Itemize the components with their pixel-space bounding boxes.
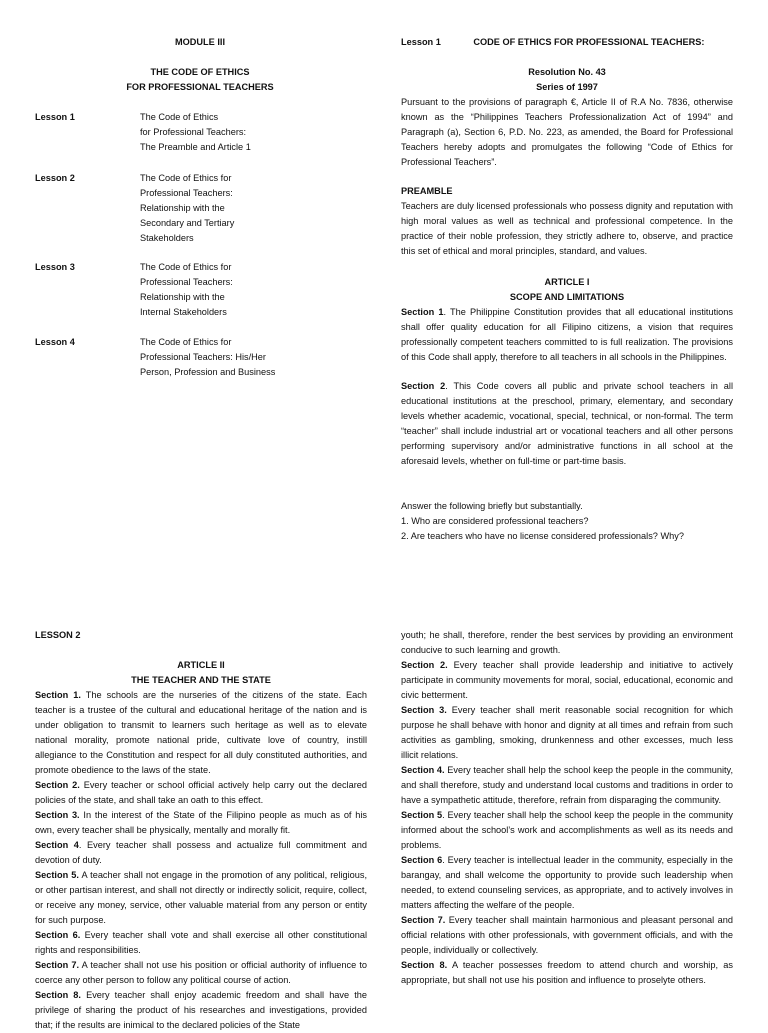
lesson-4-line: The Code of Ethics for xyxy=(140,337,232,347)
section-label: Section 1. xyxy=(35,690,81,700)
article-3-section xyxy=(401,658,733,703)
section-text: A teacher possesses freedom to attend church and worship, as appropriate, but shall not use his position and influence to proselyte others. xyxy=(401,960,734,985)
section-text: Every teacher shall vote and shall exercise all other constitutional rights and responsibilities. xyxy=(35,930,367,955)
code-title-line-2: FOR PROFESSIONAL TEACHERS xyxy=(126,82,274,92)
question-2: 2. Are teachers who have no license considered professionals? Why? xyxy=(401,531,684,541)
article-2-section xyxy=(35,838,367,868)
section-label: Section 8. xyxy=(401,960,448,970)
continuation-text: youth; he shall, therefore, render the best services by providing an environment conducive to such learning and growth. xyxy=(401,630,733,655)
section-label: Section 4 xyxy=(35,840,79,850)
article-1-section-2 xyxy=(401,379,733,469)
intro-paragraph: Pursuant to the provisions of paragraph €, Article II of R.A No. 7836, otherwise known as the “Philippines Teachers Professionalization Act of 1994” and Paragraph (a), Section 6, P.D. No. 223, as amended, the Board for Professional Teachers hereby adopts and promulgates the following “Code of Ethics for Professional Teachers”. xyxy=(401,97,733,167)
lesson-2-heading: LESSON 2 xyxy=(35,630,81,640)
article-2-subheading: THE TEACHER AND THE STATE xyxy=(131,675,271,685)
article-2-section xyxy=(35,988,367,1033)
lesson-4-label: Lesson 4 xyxy=(35,337,75,347)
lesson-2-line: Relationship with the xyxy=(140,203,225,213)
lesson-3-line: Professional Teachers: xyxy=(140,277,233,287)
resolution-series: Series of 1997 xyxy=(536,82,598,92)
section-label: Section 7. xyxy=(35,960,79,970)
section-text: In the interest of the State of the Filipino people as much as of his own, every teacher shall be physically, mentally and morally fit. xyxy=(35,810,367,835)
preamble-text: Teachers are duly licensed professionals who possess dignity and reputation with high moral values as well as technical and professional competence. In the practice of their noble profession, they strictly adhere to, observe, and practice this set of ethical and moral principles, standard, and values. xyxy=(401,201,733,256)
section-text: . Every teacher is intellectual leader in the community, especially in the barangay, and shall welcome the opportunity to provide such leadership when needed, to extend counseling services, as appropriate, and to actively involves in matters affecting the welfare of the people. xyxy=(401,855,733,910)
section-text: . This Code covers all public and private school teachers in all educational institutions at the preschool, primary, elementary, and secondary levels whether academic, vocational, special, technical, or non-formal. The term “teacher” shall include industrial art or vocational teachers and all other persons performing supervisory and/or administrative functions in all school at the aforesaid levels, whether on full-time or part-time basis. xyxy=(401,381,733,466)
lesson-1-header xyxy=(401,35,741,50)
section-text: Every teacher shall merit reasonable social recognition for which purpose he shall behave with honor and dignity at all times and refrain from such activities as gambling, smoking, drunkenness and other excesses, much less illicit relations. xyxy=(401,705,733,760)
lesson-1-label: Lesson 1 xyxy=(35,112,75,122)
lesson-3-line: Relationship with the xyxy=(140,292,225,302)
question-1: 1. Who are considered professional teachers? xyxy=(401,516,589,526)
section-label: Section 2. xyxy=(35,780,80,790)
article-2-section xyxy=(35,868,367,928)
lesson-1-line: for Professional Teachers: xyxy=(140,127,247,137)
lesson-1-line: The Code of Ethics xyxy=(140,112,219,122)
lesson-4-line: Person, Profession and Business xyxy=(140,367,276,377)
article-2-heading: ARTICLE II xyxy=(177,660,225,670)
section-label: Section 3. xyxy=(401,705,447,715)
section-text: Every teacher shall help the school keep the people in the community, and shall therefore, study and understand local customs and traditions in order to have a sympathetic attitude, therefore, refrain from disparaging the community. xyxy=(401,765,733,805)
section-text: . Every teacher shall help the school keep the people in the community informed about the school’s work and accomplishments as well as its needs and problems. xyxy=(401,810,733,850)
section-label: Section 2. xyxy=(401,660,448,670)
section-text: Every teacher shall enjoy academic freedom and shall have the privilege of sharing the product of his researches and investigations, provided that; if the results are inimical to the declared policies of the State xyxy=(35,990,367,1030)
article-1-section-1 xyxy=(401,305,733,365)
section-label: Section 2 xyxy=(401,381,446,391)
article-2-section xyxy=(35,958,367,988)
section-label: Section 1 xyxy=(401,307,444,317)
section-label: Section 7. xyxy=(401,915,446,925)
lesson-4-line: Professional Teachers: His/Her xyxy=(140,352,266,362)
lesson-2-line: The Code of Ethics for xyxy=(140,173,232,183)
code-title-line-1: THE CODE OF ETHICS xyxy=(150,67,250,77)
lesson-1-line: The Preamble and Article 1 xyxy=(140,142,251,152)
article-3-section xyxy=(401,703,733,763)
article-3-section xyxy=(401,913,733,958)
section-text: Every teacher shall maintain harmonious and pleasant personal and official relations with other professionals, with government officials, and with the people, individually or collectively. xyxy=(401,915,733,955)
article-3-section xyxy=(401,763,733,808)
section-label: Section 5 xyxy=(401,810,443,820)
section-label: Section 6. xyxy=(35,930,81,940)
lesson-2-line: Secondary and Tertiary xyxy=(140,218,235,228)
lesson-3-line: Internal Stakeholders xyxy=(140,307,227,317)
article-3-sections xyxy=(401,628,733,988)
answer-prompt: Answer the following briefly but substantially. xyxy=(401,501,583,511)
article-1-subheading: SCOPE AND LIMITATIONS xyxy=(509,292,625,302)
section-text: Every teacher or school official actively help carry out the declared policies of the state, and shall take an oath to this effect. xyxy=(35,780,367,805)
lesson-1-desc xyxy=(140,110,300,155)
section-label: Section 5. xyxy=(35,870,79,880)
module-title: MODULE III xyxy=(174,37,226,47)
article-2-sections xyxy=(35,688,367,1033)
section-label: Section 6 xyxy=(401,855,443,865)
article-2-section xyxy=(35,808,367,838)
article-3-section xyxy=(401,808,733,853)
section-text: A teacher shall not engage in the promotion of any political, religious, or other partisan interest, and shall not directly or indirectly solicit, require, collect, or receive any money, service, other valuable material from any person or entity for such purpose. xyxy=(35,870,367,925)
lesson-3-desc xyxy=(140,260,300,320)
section-label: Section 3. xyxy=(35,810,80,820)
article-2-section xyxy=(35,928,367,958)
lesson-1-header-title: CODE OF ETHICS FOR PROFESSIONAL TEACHERS: xyxy=(473,37,705,47)
preamble-heading: PREAMBLE xyxy=(401,186,453,196)
section-text: The schools are the nurseries of the citizens of the state. Each teacher is a trustee of the cultural and educational heritage of the nation and is under obligation to transmit to learners such heritage as well as to elevate national morality, promote national pride, cultivate love of country, instill allegiance to the Constitution and respect for all duly constituted authorities, and promote obedience to the laws of the state. xyxy=(35,690,367,775)
lesson-2-line: Professional Teachers: xyxy=(140,188,233,198)
section-label: Section 8. xyxy=(35,990,81,1000)
lesson-2-line: Stakeholders xyxy=(140,233,194,243)
article-3-section xyxy=(401,958,733,988)
lesson-2-label: Lesson 2 xyxy=(35,173,75,183)
section-text: . The Philippine Constitution provides that all educational institutions shall offer quality education for all Filipino citizens, a vision that requires professionally competent teachers committed to is full realization. The provisions of this Code shall apply, therefore to all teachers in all schools in the Philippines. xyxy=(401,307,733,362)
article-2-section xyxy=(35,688,367,778)
section-text: A teacher shall not use his position or official authority of influence to coerce any other person to follow any political course of action. xyxy=(35,960,367,985)
lesson-4-desc xyxy=(140,335,300,380)
lesson-1-header-label: Lesson 1 xyxy=(401,37,441,47)
section-label: Section 4. xyxy=(401,765,445,775)
section-text: Every teacher shall provide leadership and initiative to actively participate in community movements for moral, social, educational, economic and civic betterment. xyxy=(401,660,734,700)
lesson-3-label: Lesson 3 xyxy=(35,262,75,272)
article-2-section xyxy=(35,778,367,808)
resolution-number: Resolution No. 43 xyxy=(528,67,606,77)
lesson-2-desc xyxy=(140,171,300,246)
article-3-section xyxy=(401,853,733,913)
lesson-3-line: The Code of Ethics for xyxy=(140,262,232,272)
article-1-heading: ARTICLE I xyxy=(544,277,590,287)
section-text: . Every teacher shall possess and actualize full commitment and devotion of duty. xyxy=(35,840,367,865)
